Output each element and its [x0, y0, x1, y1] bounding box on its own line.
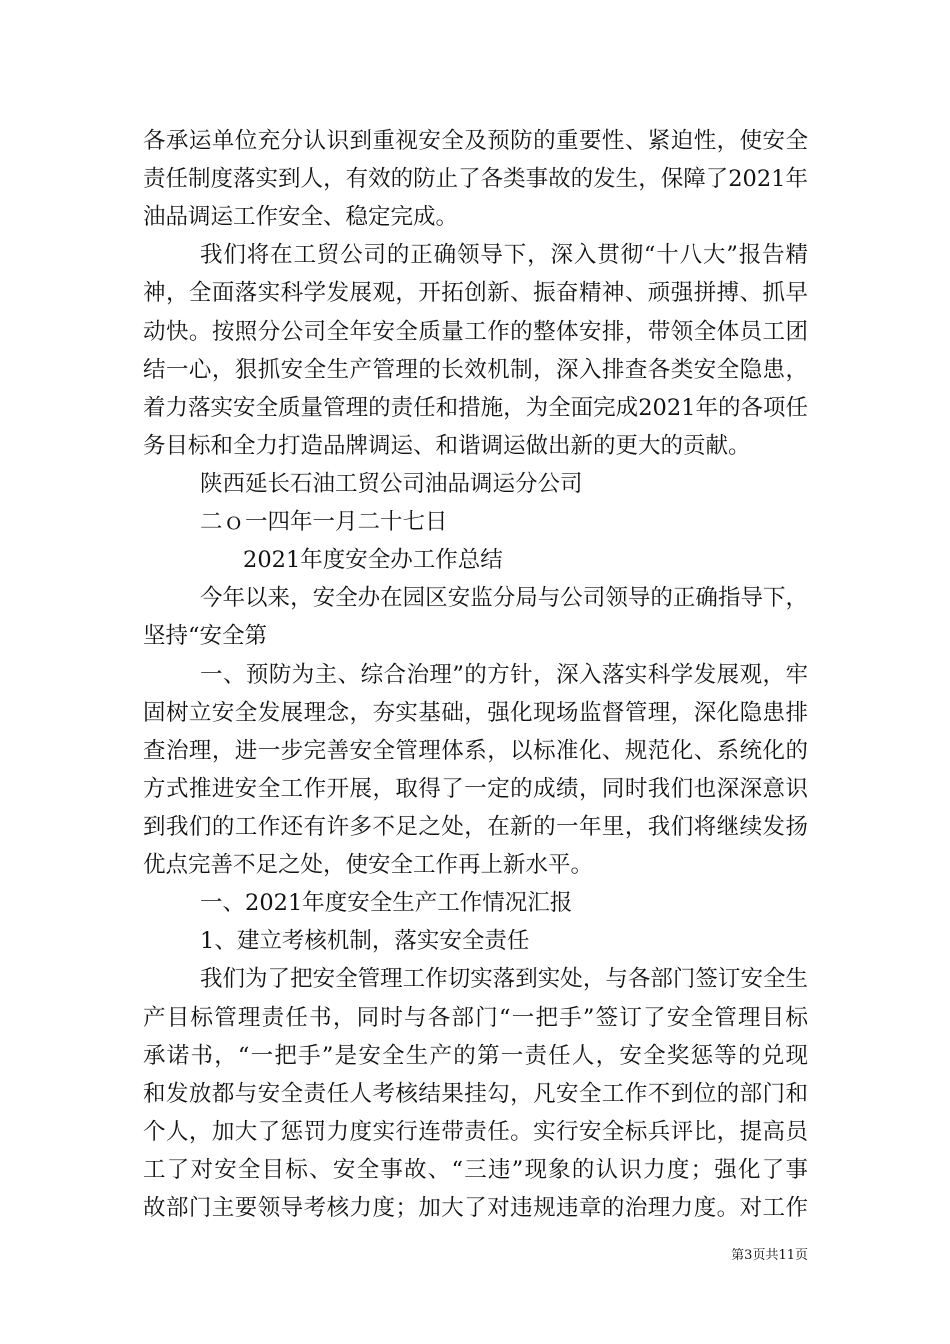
- text-line: 方式推进安全工作开展，取得了一定的成绩，同时我们也深深意识: [143, 776, 808, 802]
- signature-date: 二ｏ一四年一月二十七日: [200, 509, 448, 535]
- text-line: 优点完善不足之处，使安全工作再上新水平。: [143, 852, 594, 878]
- signature-company: 陕西延长石油工贸公司油品调运分公司: [200, 471, 583, 497]
- text-line: 着力落实安全质量管理的责任和措施，为全面完成2021年的各项任: [143, 395, 808, 421]
- text-line: 到我们的工作还有许多不足之处，在新的一年里，我们将继续发扬: [143, 814, 808, 840]
- text-line: 神，全面落实科学发展观，开拓创新、振奋精神、顽强拼搏、抓早: [143, 280, 808, 306]
- heading-2: 1、建立考核机制，落实安全责任: [200, 928, 530, 954]
- paragraph-first-line: 我们为了把安全管理工作切实落到实处，与各部门签订安全生: [200, 966, 808, 992]
- heading-1: 一、2021年度安全生产工作情况汇报: [200, 890, 573, 916]
- text-line: 和发放都与安全责任人考核结果挂勾，凡安全工作不到位的部门和: [143, 1081, 808, 1107]
- text-line: 工了对安全目标、安全事故、“三违”现象的认识力度；强化了事: [143, 1157, 808, 1183]
- section-title: 2021年度安全办工作总结: [243, 547, 503, 573]
- text-line: 油品调运工作安全、稳定完成。: [143, 204, 459, 230]
- text-line: 动快。按照分公司全年安全质量工作的整体安排，带领全体员工团: [143, 319, 808, 345]
- text-line: 结一心，狠抓安全生产管理的长效机制，深入排查各类安全隐患，: [143, 357, 808, 383]
- text-line: 务目标和全力打造品牌调运、和谐调运做出新的更大的贡献。: [143, 433, 751, 459]
- text-line: 坚持“安全第: [143, 623, 268, 649]
- text-line: 产目标管理责任书，同时与各部门“一把手”签订了安全管理目标: [143, 1005, 808, 1031]
- text-line: 故部门主要领导考核力度；加大了对违规违章的治理力度。对工作: [143, 1195, 808, 1221]
- text-line: 查治理，进一步完善安全管理体系，以标准化、规范化、系统化的: [143, 738, 808, 764]
- text-line: 承诺书，“一把手”是安全生产的第一责任人，安全奖惩等的兑现: [143, 1043, 808, 1069]
- text-line: 责任制度落实到人，有效的防止了各类事故的发生，保障了2021年: [143, 166, 808, 192]
- paragraph-first-line: 今年以来，安全办在园区安监分局与公司领导的正确指导下，: [200, 585, 808, 611]
- text-line: 个人，加大了惩罚力度实行连带责任。实行安全标兵评比，提高员: [143, 1119, 808, 1145]
- paragraph-first-line: 一、预防为主、综合治理”的方针，深入落实科学发展观，牢: [200, 662, 808, 688]
- page-number: 第3页共11页: [731, 1248, 808, 1263]
- text-line: 各承运单位充分认识到重视安全及预防的重要性、紧迫性，使安全: [143, 128, 808, 154]
- paragraph-first-line: 我们将在工贸公司的正确领导下，深入贯彻“十八大”报告精: [200, 242, 808, 268]
- text-line: 固树立安全发展理念，夯实基础，强化现场监督管理，深化隐患排: [143, 700, 808, 726]
